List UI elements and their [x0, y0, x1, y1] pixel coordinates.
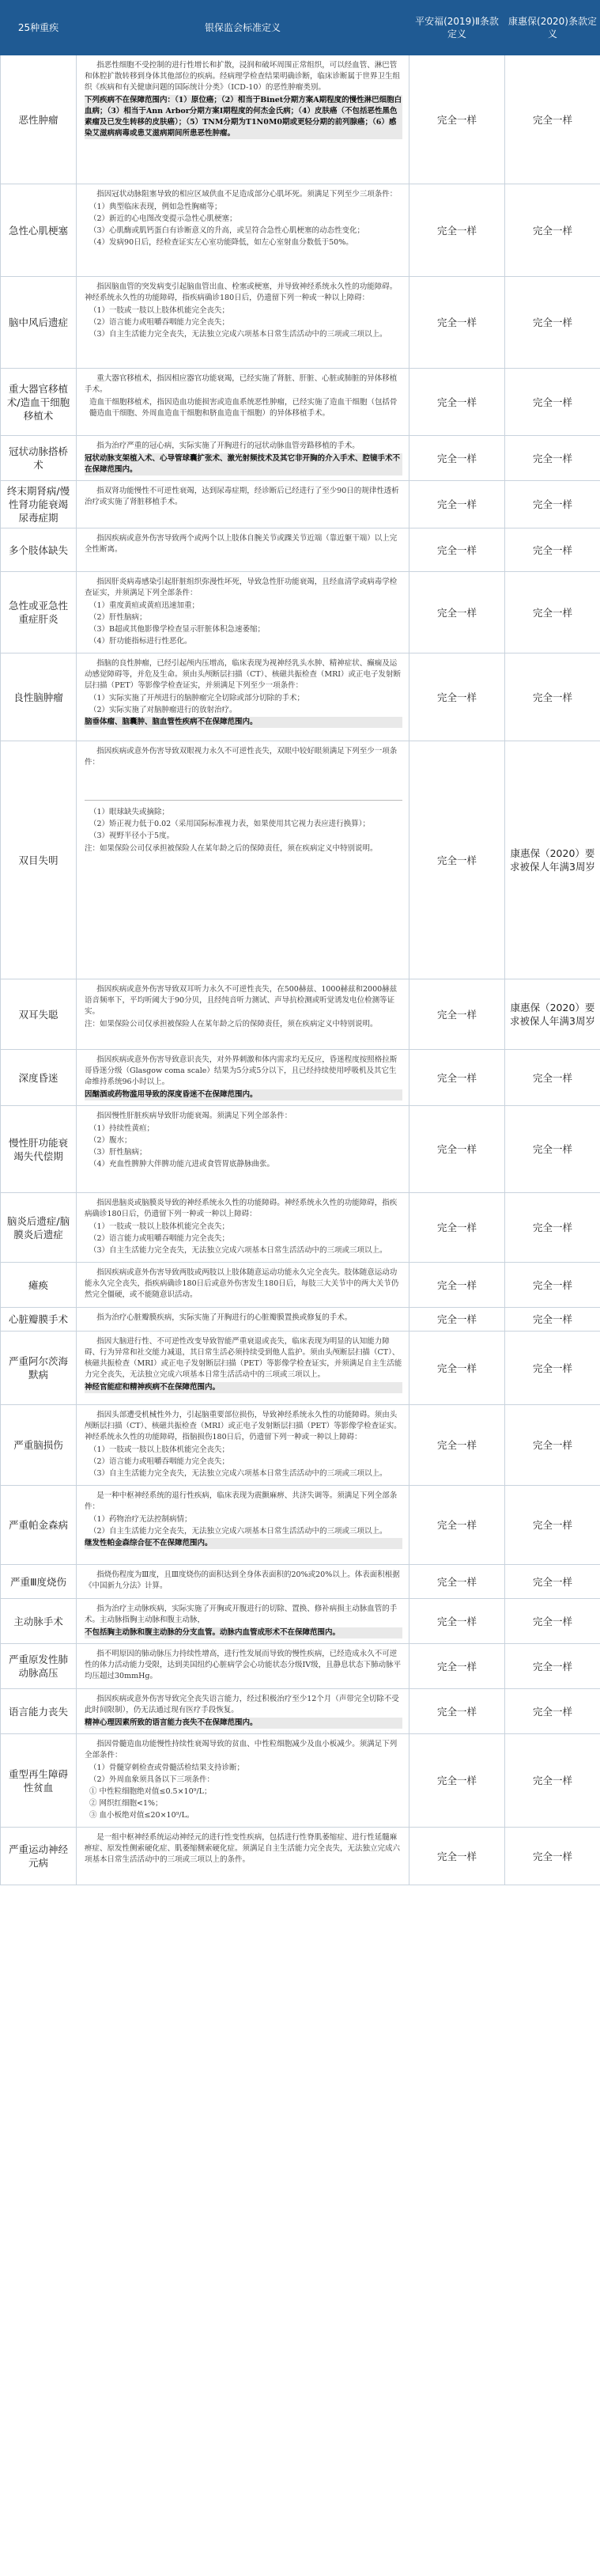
definition-intro: 指烧伤程度为Ⅲ度，且Ⅲ度烧伤的面积达到全身体表面积的20%或20%以上。体表面积根据《中国新九分法》计算。 — [85, 1570, 400, 1590]
table-row — [1, 1565, 600, 1599]
table-row — [1, 528, 600, 572]
standard-definition — [77, 1644, 409, 1689]
disease-name: 重大器官移植术/造血干细胞移植术 — [1, 369, 77, 436]
table-row — [1, 572, 600, 653]
age-note: 注：如果保险公司仅承担被保险人在某年龄之后的保障责任，须在疾病定义中特别说明。 — [85, 1020, 378, 1029]
standard-definition — [77, 1599, 409, 1644]
table-row — [1, 1106, 600, 1193]
age-note: 注：如果保险公司仅承担被保险人在某年龄之后的保障责任，须在疾病定义中特别说明。 — [85, 844, 378, 853]
definition-item: ② 网织红细胞<1%； — [89, 1799, 163, 1808]
disease-name: 主动脉手术 — [1, 1599, 77, 1644]
standard-definition — [77, 277, 409, 369]
table-row — [1, 1263, 600, 1308]
kanghui-comparison: 完全一样 — [505, 1486, 600, 1565]
pingan-comparison: 完全一样 — [409, 1486, 505, 1565]
kanghui-comparison: 完全一样 — [505, 1106, 600, 1193]
definition-intro: 指因头部遭受机械性外力，引起脑重要部位损伤，导致神经系统永久性的功能障碍。须由头颅断层扫描（CT）、核磁共振检查（MRI）或正电子发射断层扫描（PET）等影像学检查证实。神经系统永久性的功能障碍，指脑损伤180日后，仍遗留下列一种或一种以上障碍： — [85, 1411, 402, 1441]
definition-intro: 指因疾病或意外伤害导致完全丧失语言能力，经过积极治疗至少12个月（声带完全切除不受此时间限制），仍无法通过现有医疗手段恢复。 — [85, 1695, 399, 1714]
table-row — [1, 184, 600, 277]
table-row — [1, 1308, 600, 1332]
standard-definition — [77, 55, 409, 184]
table-row — [1, 369, 600, 436]
pingan-comparison: 完全一样 — [409, 1193, 505, 1263]
definition-intro: 是一种中枢神经系统的退行性疾病，临床表现为震颤麻痹、共济失调等。须满足下列全部条件： — [85, 1491, 398, 1511]
kanghui-comparison: 完全一样 — [505, 528, 600, 572]
definition-intro: 指因患脑炎或脑膜炎导致的神经系统永久性的功能障碍。神经系统永久性的功能障碍，指疾病确诊180日后，仍遗留下列一种或一种以上障碍： — [85, 1199, 398, 1218]
standard-definition — [77, 1193, 409, 1263]
kanghui-comparison: 完全一样 — [505, 369, 600, 436]
exclusion-note: 不包括胸主动脉和腹主动脉的分支血管。动脉内血管成形术不在保障范围内。 — [85, 1627, 402, 1638]
pingan-comparison: 完全一样 — [409, 55, 505, 184]
definition-item: （2）外周血象须具备以下三项条件： — [89, 1775, 215, 1784]
kanghui-comparison: 完全一样 — [505, 1599, 600, 1644]
standard-definition — [77, 481, 409, 528]
kanghui-comparison: 完全一样 — [505, 1405, 600, 1486]
definition-item: （1）持续性黄疸； — [89, 1124, 155, 1133]
definition-intro: 指因慢性肝脏疾病导致肝功能衰竭。须满足下列全部条件： — [96, 1112, 292, 1120]
disease-name: 终末期肾病/慢性肾功能衰竭尿毒症期 — [1, 481, 77, 528]
definition-intro: 指为治疗主动脉疾病，实际实施了开胸或开腹进行的切除、置换、修补病损主动脉血管的手术。主动脉指胸主动脉和腹主动脉， — [85, 1604, 398, 1624]
definition-item: （3）肝性脑病； — [89, 1148, 147, 1157]
kanghui-comparison: 完全一样 — [505, 1332, 600, 1405]
table-row — [1, 481, 600, 528]
disease-name: 脑炎后遗症/脑膜炎后遗症 — [1, 1193, 77, 1263]
exclusion-note: 脑垂体瘤、脑囊肿、脑血管性疾病不在保障范围内。 — [85, 717, 402, 728]
pingan-comparison: 完全一样 — [409, 1106, 505, 1193]
table-row — [1, 1828, 600, 1885]
definition-item: ③ 血小板绝对值≤20×10⁹/L。 — [89, 1811, 194, 1820]
disease-name: 恶性肿瘤 — [1, 55, 77, 184]
exclusion-note: 继发性帕金森综合征不在保障范围内。 — [85, 1538, 402, 1549]
standard-definition — [77, 1828, 409, 1885]
pingan-comparison: 完全一样 — [409, 1405, 505, 1486]
disease-name: 严重阿尔茨海默病 — [1, 1332, 77, 1405]
standard-definition — [77, 369, 409, 436]
definition-intro: 指因疾病或意外伤害导致两个或两个以上肢体自腕关节或踝关节近端（靠近躯干端）以上完全性断离。 — [85, 534, 398, 554]
kanghui-comparison: 完全一样 — [505, 436, 600, 481]
definition-intro: 指双肾功能慢性不可逆性衰竭，达到尿毒症期，经诊断后已经进行了至少90日的规律性透析治疗或实施了肾脏移植手术。 — [85, 487, 399, 506]
pingan-comparison: 完全一样 — [409, 1599, 505, 1644]
kanghui-comparison: 完全一样 — [505, 1193, 600, 1263]
kanghui-comparison: 完全一样 — [505, 277, 600, 369]
table-row — [1, 1599, 600, 1644]
kanghui-comparison: 完全一样 — [505, 1050, 600, 1106]
pingan-comparison: 完全一样 — [409, 1263, 505, 1308]
kanghui-comparison: 完全一样 — [505, 1263, 600, 1308]
kanghui-comparison: 完全一样 — [505, 653, 600, 741]
pingan-comparison: 完全一样 — [409, 436, 505, 481]
definition-intro: 指不明原因的肺动脉压力持续性增高，进行性发展而导致的慢性疾病，已经造成永久不可逆性的体力活动能力受限，达到美国纽约心脏病学会心功能状态分级IV级，且静息状态下肺动脉平均压超过30mmHg。 — [85, 1650, 402, 1680]
pingan-comparison: 完全一样 — [409, 653, 505, 741]
standard-definition — [77, 741, 409, 979]
definition-item: （2）语言能力或咀嚼吞咽能力完全丧失； — [89, 318, 230, 327]
kanghui-comparison: 完全一样 — [505, 1644, 600, 1689]
disease-name: 心脏瓣膜手术 — [1, 1308, 77, 1332]
exclusion-note: 下列疾病不在保障范围内：（1）原位癌；（2）相当于Binet分期方案A期程度的慢性淋巴细胞白血病；（3）相当于Ann Arbor分期方案I期程度的何杰金氏病；（4）皮肤癌（不包括恶性黑色素瘤及已发生转移的皮肤癌）；（5）TNM分期为T1N0M0期或更轻分期的前列腺癌；（6）感染艾滋病病毒或患艾滋病期间所患恶性肿瘤。 — [85, 96, 402, 138]
disease-name: 双耳失聪 — [1, 979, 77, 1050]
exclusion-note: 因酗酒或药物滥用导致的深度昏迷不在保障范围内。 — [85, 1089, 402, 1100]
disease-name: 冠状动脉搭桥术 — [1, 436, 77, 481]
table-row — [1, 979, 600, 1050]
definition-intro: 指因冠状动脉阻塞导致的相应区域供血不足造成部分心肌坏死。须满足下列至少三项条件： — [96, 190, 398, 199]
disease-name: 深度昏迷 — [1, 1050, 77, 1106]
definition-item: （2）实际实施了对脑肿瘤进行的放射治疗。 — [89, 706, 237, 714]
pingan-comparison: 完全一样 — [409, 277, 505, 369]
disease-name: 严重原发性肺动脉高压 — [1, 1644, 77, 1689]
definition-item: （2）矫正视力低于0.02（采用国际标准视力表，如果使用其它视力表应进行换算）； — [89, 820, 370, 828]
disease-name: 脑中风后遗症 — [1, 277, 77, 369]
definition-item: （3）自主生活能力完全丧失，无法独立完成六项基本日常生活活动中的三项或三项以上。 — [89, 1469, 387, 1478]
standard-definition — [77, 1332, 409, 1405]
standard-definition — [77, 1405, 409, 1486]
kanghui-comparison: 康惠保（2020）要求被保人年满3周岁 — [505, 979, 600, 1050]
disease-name: 语言能力丧失 — [1, 1689, 77, 1734]
kanghui-comparison: 完全一样 — [505, 1565, 600, 1599]
disease-name: 严重Ⅲ度烧伤 — [1, 1565, 77, 1599]
disease-name: 慢性肝功能衰竭失代偿期 — [1, 1106, 77, 1193]
disease-name: 急性心肌梗塞 — [1, 184, 77, 277]
table-row — [1, 55, 600, 184]
definition-item: （1）实际实施了开颅进行的脑肿瘤完全切除或部分切除的手术； — [89, 694, 305, 703]
definition-intro: 指因大脑进行性、不可逆性改变导致智能严重衰退或丧失，临床表现为明显的认知能力障碍、行为异常和社交能力减退，其日常生活必须持续受到他人监护。须由头颅断层扫描（CT）、核磁共振检查（MRI）或正电子发射断层扫描（PET）等影像学检查证实，并须满足自主生活能力完全丧失，无法独立完成六项基本日常生活活动中的三项或三项以上。 — [85, 1337, 402, 1379]
standard-definition — [77, 436, 409, 481]
definition-item: （2）腹水； — [89, 1136, 132, 1145]
definition-intro: 指因疾病或意外伤害导致双眼视力永久不可逆性丧失，双眼中较好眼须满足下列至少一项条件： — [85, 747, 398, 767]
pingan-comparison: 完全一样 — [409, 481, 505, 528]
pingan-comparison: 完全一样 — [409, 572, 505, 653]
table-row — [1, 1486, 600, 1565]
pingan-comparison: 完全一样 — [409, 1734, 505, 1828]
pingan-comparison: 完全一样 — [409, 184, 505, 277]
definition-item: （1）眼球缺失或摘除； — [89, 808, 170, 816]
disease-name: 重型再生障碍性贫血 — [1, 1734, 77, 1828]
definition-intro: 指因疾病或意外伤害导致两肢或两肢以上肢体随意运动功能永久完全丧失。肢体随意运动功能永久完全丧失，指疾病确诊180日后或意外伤害发生180日后，每肢三大关节中的两大关节仍然完全僵硬，或不能随意识活动。 — [85, 1268, 399, 1299]
definition-intro: 指为治疗严重的冠心病，实际实施了开胸进行的冠状动脉血管旁路移植的手术。 — [96, 441, 360, 450]
definition-item: 造血干细胞移植术，指因造血功能损害或造血系统恶性肿瘤，已经实施了造血干细胞（包括骨髓造血干细胞、外周血造血干细胞和脐血造血干细胞）的异体移植手术。 — [89, 398, 398, 418]
definition-item: （1）一肢或一肢以上肢体机能完全丧失； — [89, 1445, 230, 1454]
kanghui-comparison: 完全一样 — [505, 184, 600, 277]
definition-item: （3）自主生活能力完全丧失，无法独立完成六项基本日常生活活动中的三项或三项以上。 — [89, 1246, 387, 1255]
definition-item: （3）心肌酶或肌钙蛋白有诊断意义的升高，或呈符合急性心肌梗塞的动态性变化； — [89, 226, 365, 235]
standard-definition — [77, 528, 409, 572]
standard-definition — [77, 184, 409, 277]
header-pingan: 平安福(2019)Ⅱ条款定义 — [409, 1, 505, 55]
pingan-comparison: 完全一样 — [409, 1828, 505, 1885]
definition-intro: 重大器官移植术，指因相应器官功能衰竭，已经实施了肾脏、肝脏、心脏或肺脏的异体移植手术。 — [85, 374, 398, 394]
table-row — [1, 1644, 600, 1689]
header-row — [1, 1, 600, 55]
definition-item: （1）骨髓穿刺检查或骨髓活检结果支持诊断； — [89, 1763, 245, 1772]
standard-definition — [77, 1734, 409, 1828]
pingan-comparison: 完全一样 — [409, 1050, 505, 1106]
definition-intro: 指恶性细胞不受控制的进行性增长和扩散，浸润和破坏周围正常组织，可以经血管、淋巴管和体腔扩散转移到身体其他部位的疾病。经病理学检查结果明确诊断，临床诊断属于世界卫生组织《疾病和有关健康问题的国际统计分类》（ICD-10）的恶性肿瘤类别。 — [85, 61, 401, 92]
header-disease: 25种重疾 — [1, 1, 77, 55]
table-row — [1, 1332, 600, 1405]
definition-intro: 指为治疗心脏瓣膜疾病，实际实施了开胸进行的心脏瓣膜置换或修复的手术。 — [96, 1313, 353, 1322]
table-row — [1, 653, 600, 741]
definition-item: （3）自主生活能力完全丧失，无法独立完成六项基本日常生活活动中的三项或三项以上。 — [89, 330, 387, 339]
pingan-comparison: 完全一样 — [409, 741, 505, 979]
disease-name: 双目失明 — [1, 741, 77, 979]
exclusion-note: 冠状动脉支架植入术、心导管球囊扩张术、激光射频技术及其它非开胸的介入手术、腔镜手术不在保障范围内。 — [85, 453, 402, 475]
definition-item: （3）视野半径小于5度。 — [89, 832, 175, 840]
table-row — [1, 1689, 600, 1734]
standard-definition — [77, 1308, 409, 1332]
pingan-comparison: 完全一样 — [409, 528, 505, 572]
definition-item: （3）B超或其他影像学检查显示肝脏体积急速萎缩； — [89, 625, 266, 634]
definition-intro: 指因肝炎病毒感染引起肝脏组织弥漫性坏死，导致急性肝功能衰竭，且经血清学或病毒学检查证实，并须满足下列全部条件： — [85, 578, 398, 597]
header-standard-definition: 银保监会标准定义 — [77, 1, 409, 55]
standard-definition — [77, 1689, 409, 1734]
disease-name: 严重帕金森病 — [1, 1486, 77, 1565]
definition-item: （1）药物治疗无法控制病情； — [89, 1515, 192, 1524]
embedded-divider — [85, 800, 402, 804]
disease-name: 严重运动神经元病 — [1, 1828, 77, 1885]
kanghui-comparison: 完全一样 — [505, 1828, 600, 1885]
kanghui-comparison: 完全一样 — [505, 572, 600, 653]
kanghui-comparison: 完全一样 — [505, 1689, 600, 1734]
standard-definition — [77, 979, 409, 1050]
kanghui-comparison: 康惠保（2020）要求被保人年满3周岁 — [505, 741, 600, 979]
standard-definition — [77, 1050, 409, 1106]
definition-item: （4）发病90日后，经检查证实左心室功能降低，如左心室射血分数低于50%。 — [89, 238, 353, 247]
definition-item: （2）语言能力或咀嚼吞咽能力完全丧失； — [89, 1234, 230, 1243]
header-kanghui: 康惠保(2020)条款定义 — [505, 1, 600, 55]
exclusion-note: 神经官能症和精神疾病不在保障范围内。 — [85, 1382, 402, 1393]
definition-item: （4）肝功能指标进行性恶化。 — [89, 637, 192, 646]
definition-intro: 指因疾病或意外伤害导致意识丧失，对外界刺激和体内需求均无反应，昏迷程度按照格拉斯哥昏迷分级（Glasgow coma scale）结果为5分或5分以下，且已经持续使用呼吸机及其它生命维持系统96小时以上。 — [85, 1055, 398, 1086]
standard-definition — [77, 1263, 409, 1308]
standard-definition — [77, 1486, 409, 1565]
pingan-comparison: 完全一样 — [409, 1332, 505, 1405]
kanghui-comparison: 完全一样 — [505, 1308, 600, 1332]
disease-name: 多个肢体缺失 — [1, 528, 77, 572]
definition-intro: 指因脑血管的突发病变引起脑血管出血、栓塞或梗塞，并导致神经系统永久性的功能障碍。神经系统永久性的功能障碍，指疾病确诊180日后，仍遗留下列一种或一种以上障碍： — [85, 282, 398, 302]
kanghui-comparison: 完全一样 — [505, 481, 600, 528]
pingan-comparison: 完全一样 — [409, 369, 505, 436]
definition-intro: 指因骨髓造血功能慢性持续性衰竭导致的贫血、中性粒细胞减少及血小板减少。须满足下列全部条件： — [85, 1740, 398, 1760]
pingan-comparison: 完全一样 — [409, 979, 505, 1050]
disease-name: 良性脑肿瘤 — [1, 653, 77, 741]
definition-item: ① 中性粒细胞绝对值≤0.5×10⁹/L； — [89, 1787, 212, 1796]
pingan-comparison: 完全一样 — [409, 1565, 505, 1599]
definition-intro: 指脑的良性肿瘤，已经引起颅内压增高，临床表现为视神经乳头水肿、精神症状、癫痫及运动感觉障碍等，并危及生命。须由头颅断层扫描（CT）、核磁共振检查（MRI）或正电子发射断层扫描（PET）等影像学检查证实，并须满足下列至少一项条件： — [85, 659, 401, 690]
definition-item: （2）语言能力或咀嚼吞咽能力完全丧失； — [89, 1457, 230, 1466]
definition-item: （4）充血性脾肿大伴脾功能亢进或食管胃底静脉曲张。 — [89, 1160, 275, 1169]
disease-name: 严重脑损伤 — [1, 1405, 77, 1486]
definition-item: （1）一肢或一肢以上肢体机能完全丧失； — [89, 306, 230, 315]
definition-item: （2）自主生活能力完全丧失，无法独立完成六项基本日常生活活动中的三项或三项以上。 — [89, 1527, 387, 1536]
table-row — [1, 1405, 600, 1486]
kanghui-comparison: 完全一样 — [505, 1734, 600, 1828]
disease-name: 急性或亚急性重症肝炎 — [1, 572, 77, 653]
table-row — [1, 436, 600, 481]
table-row — [1, 1193, 600, 1263]
definition-intro: 指因疾病或意外伤害导致双耳听力永久不可逆性丧失，在500赫兹、1000赫兹和2000赫兹语音频率下，平均听阈大于90分贝，且经纯音听力测试、声导抗检测或听觉诱发电位检测等证实。 — [85, 985, 398, 1016]
definition-item: （1）典型临床表现，例如急性胸痛等； — [89, 203, 222, 211]
kanghui-comparison: 完全一样 — [505, 55, 600, 184]
definition-item: （1）一肢或一肢以上肢体机能完全丧失； — [89, 1222, 230, 1231]
table-row — [1, 741, 600, 979]
standard-definition — [77, 1565, 409, 1599]
definition-intro: 是一组中枢神经系统运动神经元的进行性变性疾病，包括进行性脊肌萎缩症、进行性延髓麻痹症、原发性侧索硬化症、肌萎缩侧索硬化症。须满足自主生活能力完全丧失，无法独立完成六项基本日常生活活动中的三项或三项以上的条件。 — [85, 1833, 401, 1864]
pingan-comparison: 完全一样 — [409, 1689, 505, 1734]
table-row — [1, 1050, 600, 1106]
exclusion-note: 精神心理因素所致的语言能力丧失不在保障范围内。 — [85, 1718, 402, 1729]
table-row — [1, 277, 600, 369]
standard-definition — [77, 653, 409, 741]
standard-definition — [77, 1106, 409, 1193]
definition-item: （2）新近的心电图改变提示急性心肌梗塞； — [89, 214, 237, 223]
pingan-comparison: 完全一样 — [409, 1644, 505, 1689]
pingan-comparison: 完全一样 — [409, 1308, 505, 1332]
definition-item: （1）重度黄疸或黄疸迅速加重； — [89, 601, 200, 610]
definition-item: （2）肝性脑病； — [89, 613, 147, 622]
disease-name: 瘫痪 — [1, 1263, 77, 1308]
table-row — [1, 1734, 600, 1828]
standard-definition — [77, 572, 409, 653]
